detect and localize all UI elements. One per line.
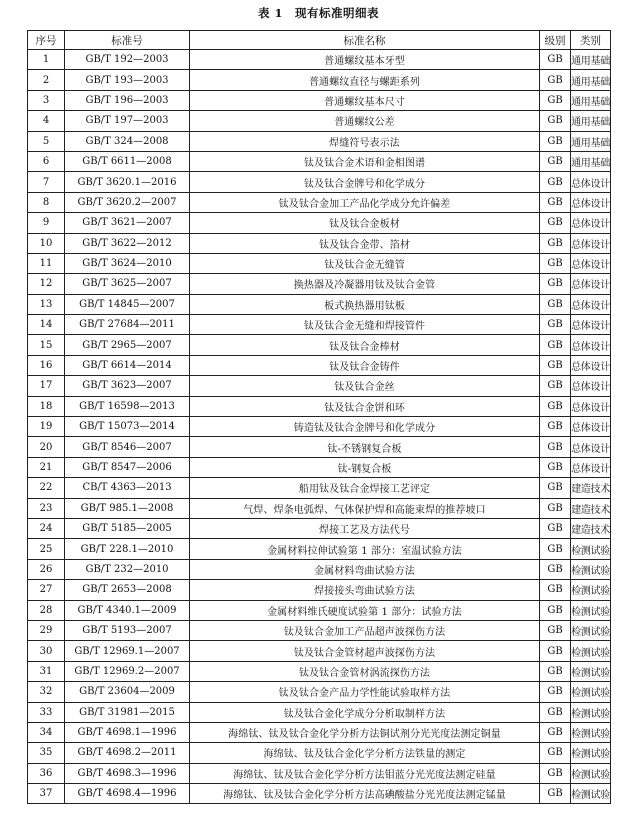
table-row — [28, 498, 611, 518]
table-row — [28, 580, 611, 600]
cell-category: 通用基础 — [571, 151, 611, 171]
cell-category: 总体设计 — [571, 457, 611, 477]
cell-category: 建造技术 — [571, 498, 611, 518]
cell-no: 16 — [28, 355, 65, 375]
cell-no: 20 — [28, 437, 65, 457]
cell-level: GB — [540, 315, 571, 335]
table-row — [28, 233, 611, 253]
cell-name: 钛及钛合金板材 — [190, 213, 540, 233]
table-row — [28, 355, 611, 375]
cell-no: 10 — [28, 233, 65, 253]
cell-name: 钛及钛合金术语和金相图谱 — [190, 151, 540, 171]
cell-name: 钛及钛合金产品力学性能试验取样方法 — [190, 682, 540, 702]
cell-name: 钛及钛合金牌号和化学成分 — [190, 172, 540, 192]
cell-code: GB/T 4698.4—1996 — [65, 784, 190, 804]
header-category: 类别 — [571, 31, 611, 50]
cell-category: 检测试验 — [571, 661, 611, 681]
table-row — [28, 90, 611, 110]
table-row — [28, 274, 611, 294]
table-row — [28, 213, 611, 233]
cell-name: 钛及钛合金丝 — [190, 376, 540, 396]
cell-code: GB/T 3623—2007 — [65, 376, 190, 396]
cell-no: 9 — [28, 213, 65, 233]
cell-category: 检测试验 — [571, 641, 611, 661]
cell-level: GB — [540, 233, 571, 253]
cell-code: GB/T 4698.1—1996 — [65, 722, 190, 742]
cell-level: GB — [540, 111, 571, 131]
cell-category: 总体设计 — [571, 294, 611, 314]
cell-category: 通用基础 — [571, 131, 611, 151]
cell-level: GB — [540, 682, 571, 702]
cell-category: 检测试验 — [571, 682, 611, 702]
table-row — [28, 539, 611, 559]
cell-name: 金属材料维氏硬度试验第 1 部分：试验方法 — [190, 600, 540, 620]
cell-code: GB/T 8546—2007 — [65, 437, 190, 457]
cell-no: 36 — [28, 763, 65, 783]
cell-no: 34 — [28, 722, 65, 742]
cell-no: 3 — [28, 90, 65, 110]
cell-category: 总体设计 — [571, 274, 611, 294]
cell-category: 检测试验 — [571, 600, 611, 620]
cell-no: 37 — [28, 784, 65, 804]
cell-category: 检测试验 — [571, 539, 611, 559]
cell-code: GB/T 192—2003 — [65, 50, 190, 70]
cell-category: 检测试验 — [571, 580, 611, 600]
cell-code: GB/T 15073—2014 — [65, 417, 190, 437]
cell-code: GB/T 8547—2006 — [65, 457, 190, 477]
cell-code: GB/T 6611—2008 — [65, 151, 190, 171]
table-row — [28, 600, 611, 620]
table-row — [28, 661, 611, 681]
cell-no: 8 — [28, 192, 65, 212]
cell-level: GB — [540, 539, 571, 559]
cell-code: GB/T 12969.2—2007 — [65, 661, 190, 681]
cell-name: 钛-钢复合板 — [190, 457, 540, 477]
cell-no: 28 — [28, 600, 65, 620]
cell-code: GB/T 4698.2—2011 — [65, 743, 190, 763]
table-row — [28, 192, 611, 212]
cell-category: 总体设计 — [571, 335, 611, 355]
cell-code: GB/T 3624—2010 — [65, 253, 190, 273]
cell-code: GB/T 14845—2007 — [65, 294, 190, 314]
cell-category: 检测试验 — [571, 702, 611, 722]
cell-category: 总体设计 — [571, 355, 611, 375]
cell-name: 焊接工艺及方法代号 — [190, 518, 540, 538]
cell-no: 12 — [28, 274, 65, 294]
cell-code: GB/T 4340.1—2009 — [65, 600, 190, 620]
cell-no: 25 — [28, 539, 65, 559]
cell-category: 总体设计 — [571, 253, 611, 273]
table-row — [28, 457, 611, 477]
cell-category: 总体设计 — [571, 192, 611, 212]
cell-category: 总体设计 — [571, 376, 611, 396]
table-row — [28, 641, 611, 661]
header-name: 标准名称 — [190, 31, 540, 50]
cell-level: GB — [540, 192, 571, 212]
cell-name: 气焊、焊条电弧焊、气体保护焊和高能束焊的推荐坡口 — [190, 498, 540, 518]
cell-level: GB — [540, 417, 571, 437]
cell-code: GB/T 324—2008 — [65, 131, 190, 151]
cell-name: 钛及钛合金化学成分分析取制样方法 — [190, 702, 540, 722]
cell-name: 普通螺纹公差 — [190, 111, 540, 131]
cell-no: 31 — [28, 661, 65, 681]
cell-level: GB — [540, 151, 571, 171]
table-row — [28, 620, 611, 640]
cell-name: 钛及钛合金加工产品化学成分允许偏差 — [190, 192, 540, 212]
cell-level: GB — [540, 70, 571, 90]
cell-no: 26 — [28, 559, 65, 579]
cell-no: 17 — [28, 376, 65, 396]
standards-table — [27, 30, 611, 804]
cell-level: GB — [540, 396, 571, 416]
cell-level: GB — [540, 518, 571, 538]
table-caption: 表 1 现有标准明细表 — [257, 6, 379, 20]
cell-level: GB — [540, 131, 571, 151]
cell-code: GB/T 193—2003 — [65, 70, 190, 90]
cell-no: 22 — [28, 478, 65, 498]
cell-no: 19 — [28, 417, 65, 437]
cell-code: GB/T 23604—2009 — [65, 682, 190, 702]
cell-name: 铸造钛及钛合金牌号和化学成分 — [190, 417, 540, 437]
table-row — [28, 70, 611, 90]
cell-code: GB/T 3622—2012 — [65, 233, 190, 253]
cell-name: 普通螺纹直径与螺距系列 — [190, 70, 540, 90]
cell-level: GB — [540, 172, 571, 192]
cell-no: 32 — [28, 682, 65, 702]
table-row — [28, 111, 611, 131]
cell-level: GB — [540, 620, 571, 640]
cell-level: GB — [540, 457, 571, 477]
cell-code: GB/T 16598—2013 — [65, 396, 190, 416]
cell-name: 普通螺纹基本尺寸 — [190, 90, 540, 110]
cell-code: CB/T 4363—2013 — [65, 478, 190, 498]
cell-code: GB/T 232—2010 — [65, 559, 190, 579]
cell-category: 总体设计 — [571, 396, 611, 416]
cell-level: GB — [540, 478, 571, 498]
cell-no: 29 — [28, 620, 65, 640]
cell-code: GB/T 3625—2007 — [65, 274, 190, 294]
table-row — [28, 335, 611, 355]
cell-code: GB/T 228.1—2010 — [65, 539, 190, 559]
cell-category: 总体设计 — [571, 213, 611, 233]
table-row — [28, 376, 611, 396]
cell-name: 海绵钛、钛及钛合金化学分析方法高碘酸盐分光光度法测定锰量 — [190, 784, 540, 804]
cell-name: 钛及钛合金管材超声波探伤方法 — [190, 641, 540, 661]
cell-name: 海绵钛、钛及钛合金化学分析方法铜试剂分光光度法测定铜量 — [190, 722, 540, 742]
cell-no: 13 — [28, 294, 65, 314]
cell-category: 检测试验 — [571, 784, 611, 804]
cell-code: GB/T 197—2003 — [65, 111, 190, 131]
cell-level: GB — [540, 274, 571, 294]
cell-no: 5 — [28, 131, 65, 151]
table-header-row — [28, 31, 611, 50]
cell-category: 总体设计 — [571, 172, 611, 192]
table-row — [28, 682, 611, 702]
cell-no: 21 — [28, 457, 65, 477]
cell-level: GB — [540, 722, 571, 742]
cell-category: 总体设计 — [571, 437, 611, 457]
cell-level: GB — [540, 559, 571, 579]
table-row — [28, 437, 611, 457]
cell-name: 板式换热器用钛板 — [190, 294, 540, 314]
table-row — [28, 131, 611, 151]
table-body — [28, 50, 611, 804]
cell-no: 15 — [28, 335, 65, 355]
cell-no: 18 — [28, 396, 65, 416]
cell-name: 钛及钛合金管材涡流探伤方法 — [190, 661, 540, 681]
table-row — [28, 315, 611, 335]
cell-name: 钛及钛合金铸件 — [190, 355, 540, 375]
cell-level: GB — [540, 376, 571, 396]
cell-category: 总体设计 — [571, 315, 611, 335]
cell-level: GB — [540, 498, 571, 518]
cell-level: GB — [540, 763, 571, 783]
table-row — [28, 417, 611, 437]
cell-no: 4 — [28, 111, 65, 131]
cell-name: 钛及钛合金无缝管 — [190, 253, 540, 273]
cell-category: 检测试验 — [571, 620, 611, 640]
cell-name: 焊缝符号表示法 — [190, 131, 540, 151]
cell-level: GB — [540, 784, 571, 804]
cell-code: GB/T 31981—2015 — [65, 702, 190, 722]
cell-name: 钛及钛合金棒材 — [190, 335, 540, 355]
cell-code: GB/T 5193—2007 — [65, 620, 190, 640]
cell-code: GB/T 27684—2011 — [65, 315, 190, 335]
cell-category: 通用基础 — [571, 90, 611, 110]
cell-category: 通用基础 — [571, 111, 611, 131]
cell-category: 检测试验 — [571, 763, 611, 783]
cell-category: 检测试验 — [571, 743, 611, 763]
header-code: 标准号 — [65, 31, 190, 50]
cell-name: 金属材料弯曲试验方法 — [190, 559, 540, 579]
cell-code: GB/T 6614—2014 — [65, 355, 190, 375]
cell-name: 钛及钛合金加工产品超声波探伤方法 — [190, 620, 540, 640]
cell-code: GB/T 2653—2008 — [65, 580, 190, 600]
cell-code: GB/T 3620.1—2016 — [65, 172, 190, 192]
cell-level: GB — [540, 702, 571, 722]
header-no: 序号 — [28, 31, 65, 50]
cell-no: 24 — [28, 518, 65, 538]
table-row — [28, 478, 611, 498]
cell-level: GB — [540, 641, 571, 661]
cell-code: GB/T 3621—2007 — [65, 213, 190, 233]
cell-level: GB — [540, 50, 571, 70]
table-row — [28, 172, 611, 192]
cell-level: GB — [540, 661, 571, 681]
cell-level: GB — [540, 355, 571, 375]
table-row — [28, 722, 611, 742]
cell-name: 金属材料拉伸试验第 1 部分：室温试验方法 — [190, 539, 540, 559]
cell-code: GB/T 2965—2007 — [65, 335, 190, 355]
cell-level: GB — [540, 335, 571, 355]
cell-no: 33 — [28, 702, 65, 722]
cell-level: GB — [540, 437, 571, 457]
table-row — [28, 396, 611, 416]
table-row — [28, 50, 611, 70]
cell-name: 普通螺纹基本牙型 — [190, 50, 540, 70]
cell-category: 检测试验 — [571, 722, 611, 742]
cell-no: 14 — [28, 315, 65, 335]
cell-level: GB — [540, 600, 571, 620]
cell-name: 海绵钛、钛及钛合金化学分析方法钼蓝分光光度法测定硅量 — [190, 763, 540, 783]
cell-no: 11 — [28, 253, 65, 273]
table-row — [28, 763, 611, 783]
cell-no: 6 — [28, 151, 65, 171]
cell-level: GB — [540, 253, 571, 273]
header-level: 级别 — [540, 31, 571, 50]
cell-category: 总体设计 — [571, 233, 611, 253]
cell-category: 通用基础 — [571, 70, 611, 90]
cell-name: 钛及钛合金无缝和焊接管件 — [190, 315, 540, 335]
table-row — [28, 294, 611, 314]
cell-code: GB/T 5185—2005 — [65, 518, 190, 538]
table-row — [28, 518, 611, 538]
cell-level: GB — [540, 213, 571, 233]
cell-level: GB — [540, 294, 571, 314]
table-row — [28, 784, 611, 804]
cell-category: 建造技术 — [571, 518, 611, 538]
cell-code: GB/T 3620.2—2007 — [65, 192, 190, 212]
table-row — [28, 559, 611, 579]
cell-no: 30 — [28, 641, 65, 661]
cell-level: GB — [540, 743, 571, 763]
cell-no: 35 — [28, 743, 65, 763]
cell-code: GB/T 985.1—2008 — [65, 498, 190, 518]
cell-level: GB — [540, 580, 571, 600]
cell-category: 建造技术 — [571, 478, 611, 498]
cell-name: 换热器及冷凝器用钛及钛合金管 — [190, 274, 540, 294]
table-row — [28, 743, 611, 763]
cell-name: 钛及钛合金带、箔材 — [190, 233, 540, 253]
cell-code: GB/T 4698.3—1996 — [65, 763, 190, 783]
cell-level: GB — [540, 90, 571, 110]
cell-no: 23 — [28, 498, 65, 518]
cell-category: 通用基础 — [571, 50, 611, 70]
cell-name: 焊接接头弯曲试验方法 — [190, 580, 540, 600]
table-row — [28, 253, 611, 273]
cell-name: 钛及钛合金饼和环 — [190, 396, 540, 416]
cell-code: GB/T 12969.1—2007 — [65, 641, 190, 661]
table-row — [28, 702, 611, 722]
cell-no: 2 — [28, 70, 65, 90]
cell-name: 船用钛及钛合金焊接工艺评定 — [190, 478, 540, 498]
cell-code: GB/T 196—2003 — [65, 90, 190, 110]
cell-name: 钛-不锈钢复合板 — [190, 437, 540, 457]
cell-category: 总体设计 — [571, 417, 611, 437]
cell-no: 27 — [28, 580, 65, 600]
cell-name: 海绵钛、钛及钛合金化学分析方法铁量的测定 — [190, 743, 540, 763]
table-row — [28, 151, 611, 171]
cell-no: 1 — [28, 50, 65, 70]
cell-no: 7 — [28, 172, 65, 192]
cell-category: 检测试验 — [571, 559, 611, 579]
